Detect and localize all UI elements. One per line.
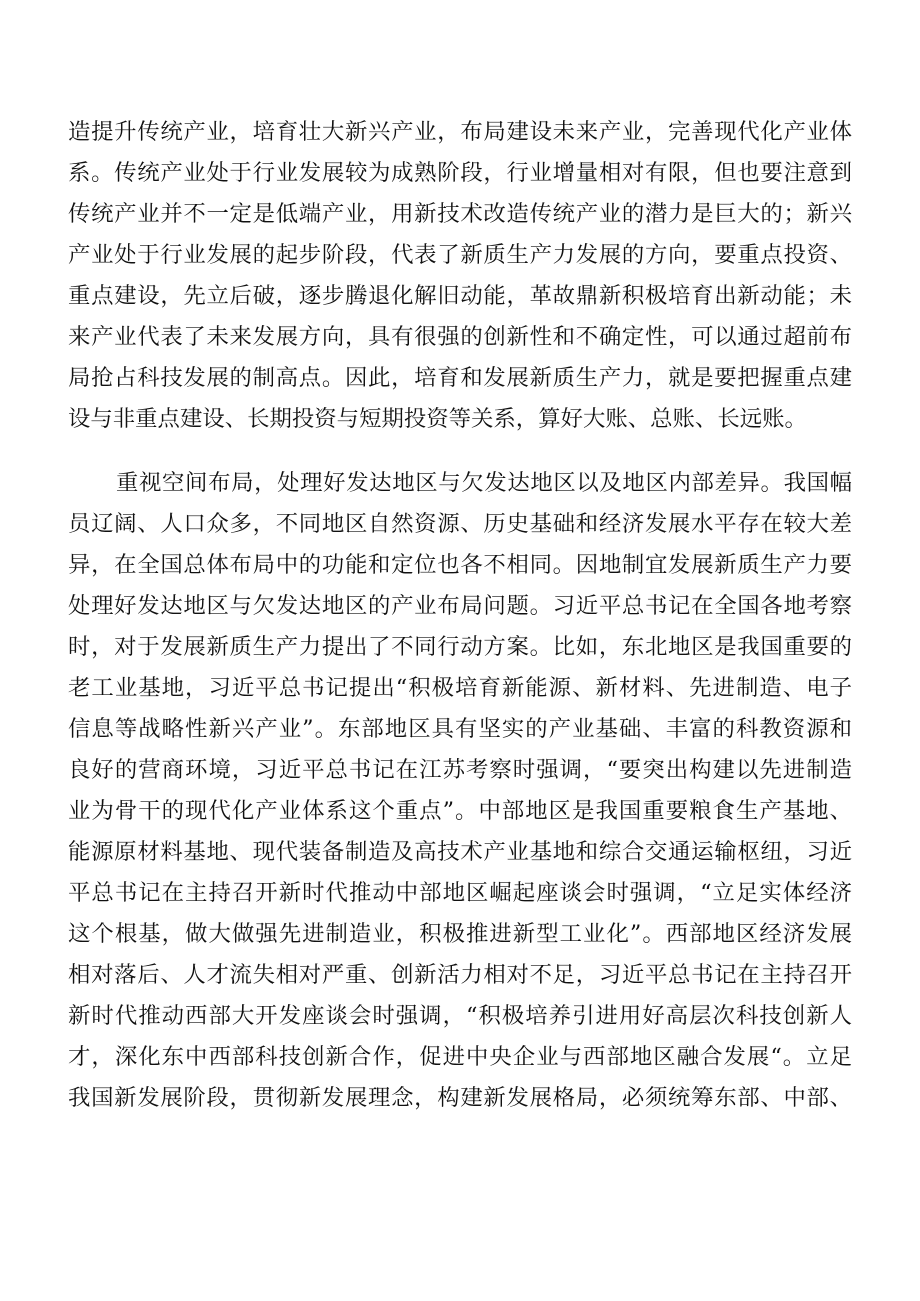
- text-line: 产业处于行业发展的起步阶段，代表了新质生产力发展的方向，要重点投资、: [68, 242, 852, 268]
- text-line: 良好的营商环境，习近平总书记在江苏考察时强调，“要突出构建以先进制造: [68, 757, 852, 783]
- text-line: 异，在全国总体布局中的功能和定位也各不相同。因地制宜发展新质生产力要: [68, 552, 852, 578]
- text-line: 传统产业并不一定是低端产业，用新技术改造传统产业的潜力是巨大的；新兴: [68, 201, 852, 227]
- text-line: 老工业基地，习近平总书记提出“积极培育新能源、新材料、先进制造、电子: [68, 675, 852, 701]
- text-line: 业为骨干的现代化产业体系这个重点”。中部地区是我国重要粮食生产基地、: [68, 798, 852, 824]
- text-line: 设与非重点建设、长期投资与短期投资等关系，算好大账、总账、长远账。: [68, 406, 807, 432]
- text-line: 重点建设，先立后破，逐步腾退化解旧动能，革故鼎新积极培育出新动能；未: [68, 283, 852, 309]
- text-line: 重视空间布局，处理好发达地区与欠发达地区以及地区内部差异。我国幅: [116, 470, 852, 496]
- text-line: 新时代推动西部大开发座谈会时强调，“积极培养引进用好高层次科技创新人: [68, 1003, 852, 1029]
- text-line: 造提升传统产业，培育壮大新兴产业，布局建设未来产业，完善现代化产业体: [68, 119, 852, 145]
- text-line: 这个根基，做大做强先进制造业，积极推进新型工业化”。西部地区经济发展: [68, 921, 852, 947]
- text-line: 能源原材料基地、现代装备制造及高技术产业基地和综合交通运输枢纽，习近: [68, 839, 852, 865]
- text-line: 系。传统产业处于行业发展较为成熟阶段，行业增量相对有限，但也要注意到: [68, 160, 852, 186]
- text-line: 相对落后、人才流失相对严重、创新活力相对不足，习近平总书记在主持召开: [68, 962, 852, 988]
- text-line: 员辽阔、人口众多，不同地区自然资源、历史基础和经济发展水平存在较大差: [68, 511, 852, 537]
- text-line: 时，对于发展新质生产力提出了不同行动方案。比如，东北地区是我国重要的: [68, 634, 852, 660]
- text-line: 我国新发展阶段，贯彻新发展理念，构建新发展格局，必须统筹东部、中部、: [68, 1085, 852, 1111]
- text-line: 平总书记在主持召开新时代推动中部地区崛起座谈会时强调，“立足实体经济: [68, 880, 852, 906]
- text-line: 来产业代表了未来发展方向，具有很强的创新性和不确定性，可以通过超前布: [68, 324, 852, 350]
- text-line: 局抢占科技发展的制高点。因此，培育和发展新质生产力，就是要把握重点建: [68, 365, 852, 391]
- text-line: 才，深化东中西部科技创新合作，促进中央企业与西部地区融合发展“。立足: [68, 1044, 852, 1070]
- text-line: 处理好发达地区与欠发达地区的产业布局问题。习近平总书记在全国各地考察: [68, 593, 852, 619]
- text-line: 信息等战略性新兴产业”。东部地区具有坚实的产业基础、丰富的科教资源和: [68, 716, 852, 742]
